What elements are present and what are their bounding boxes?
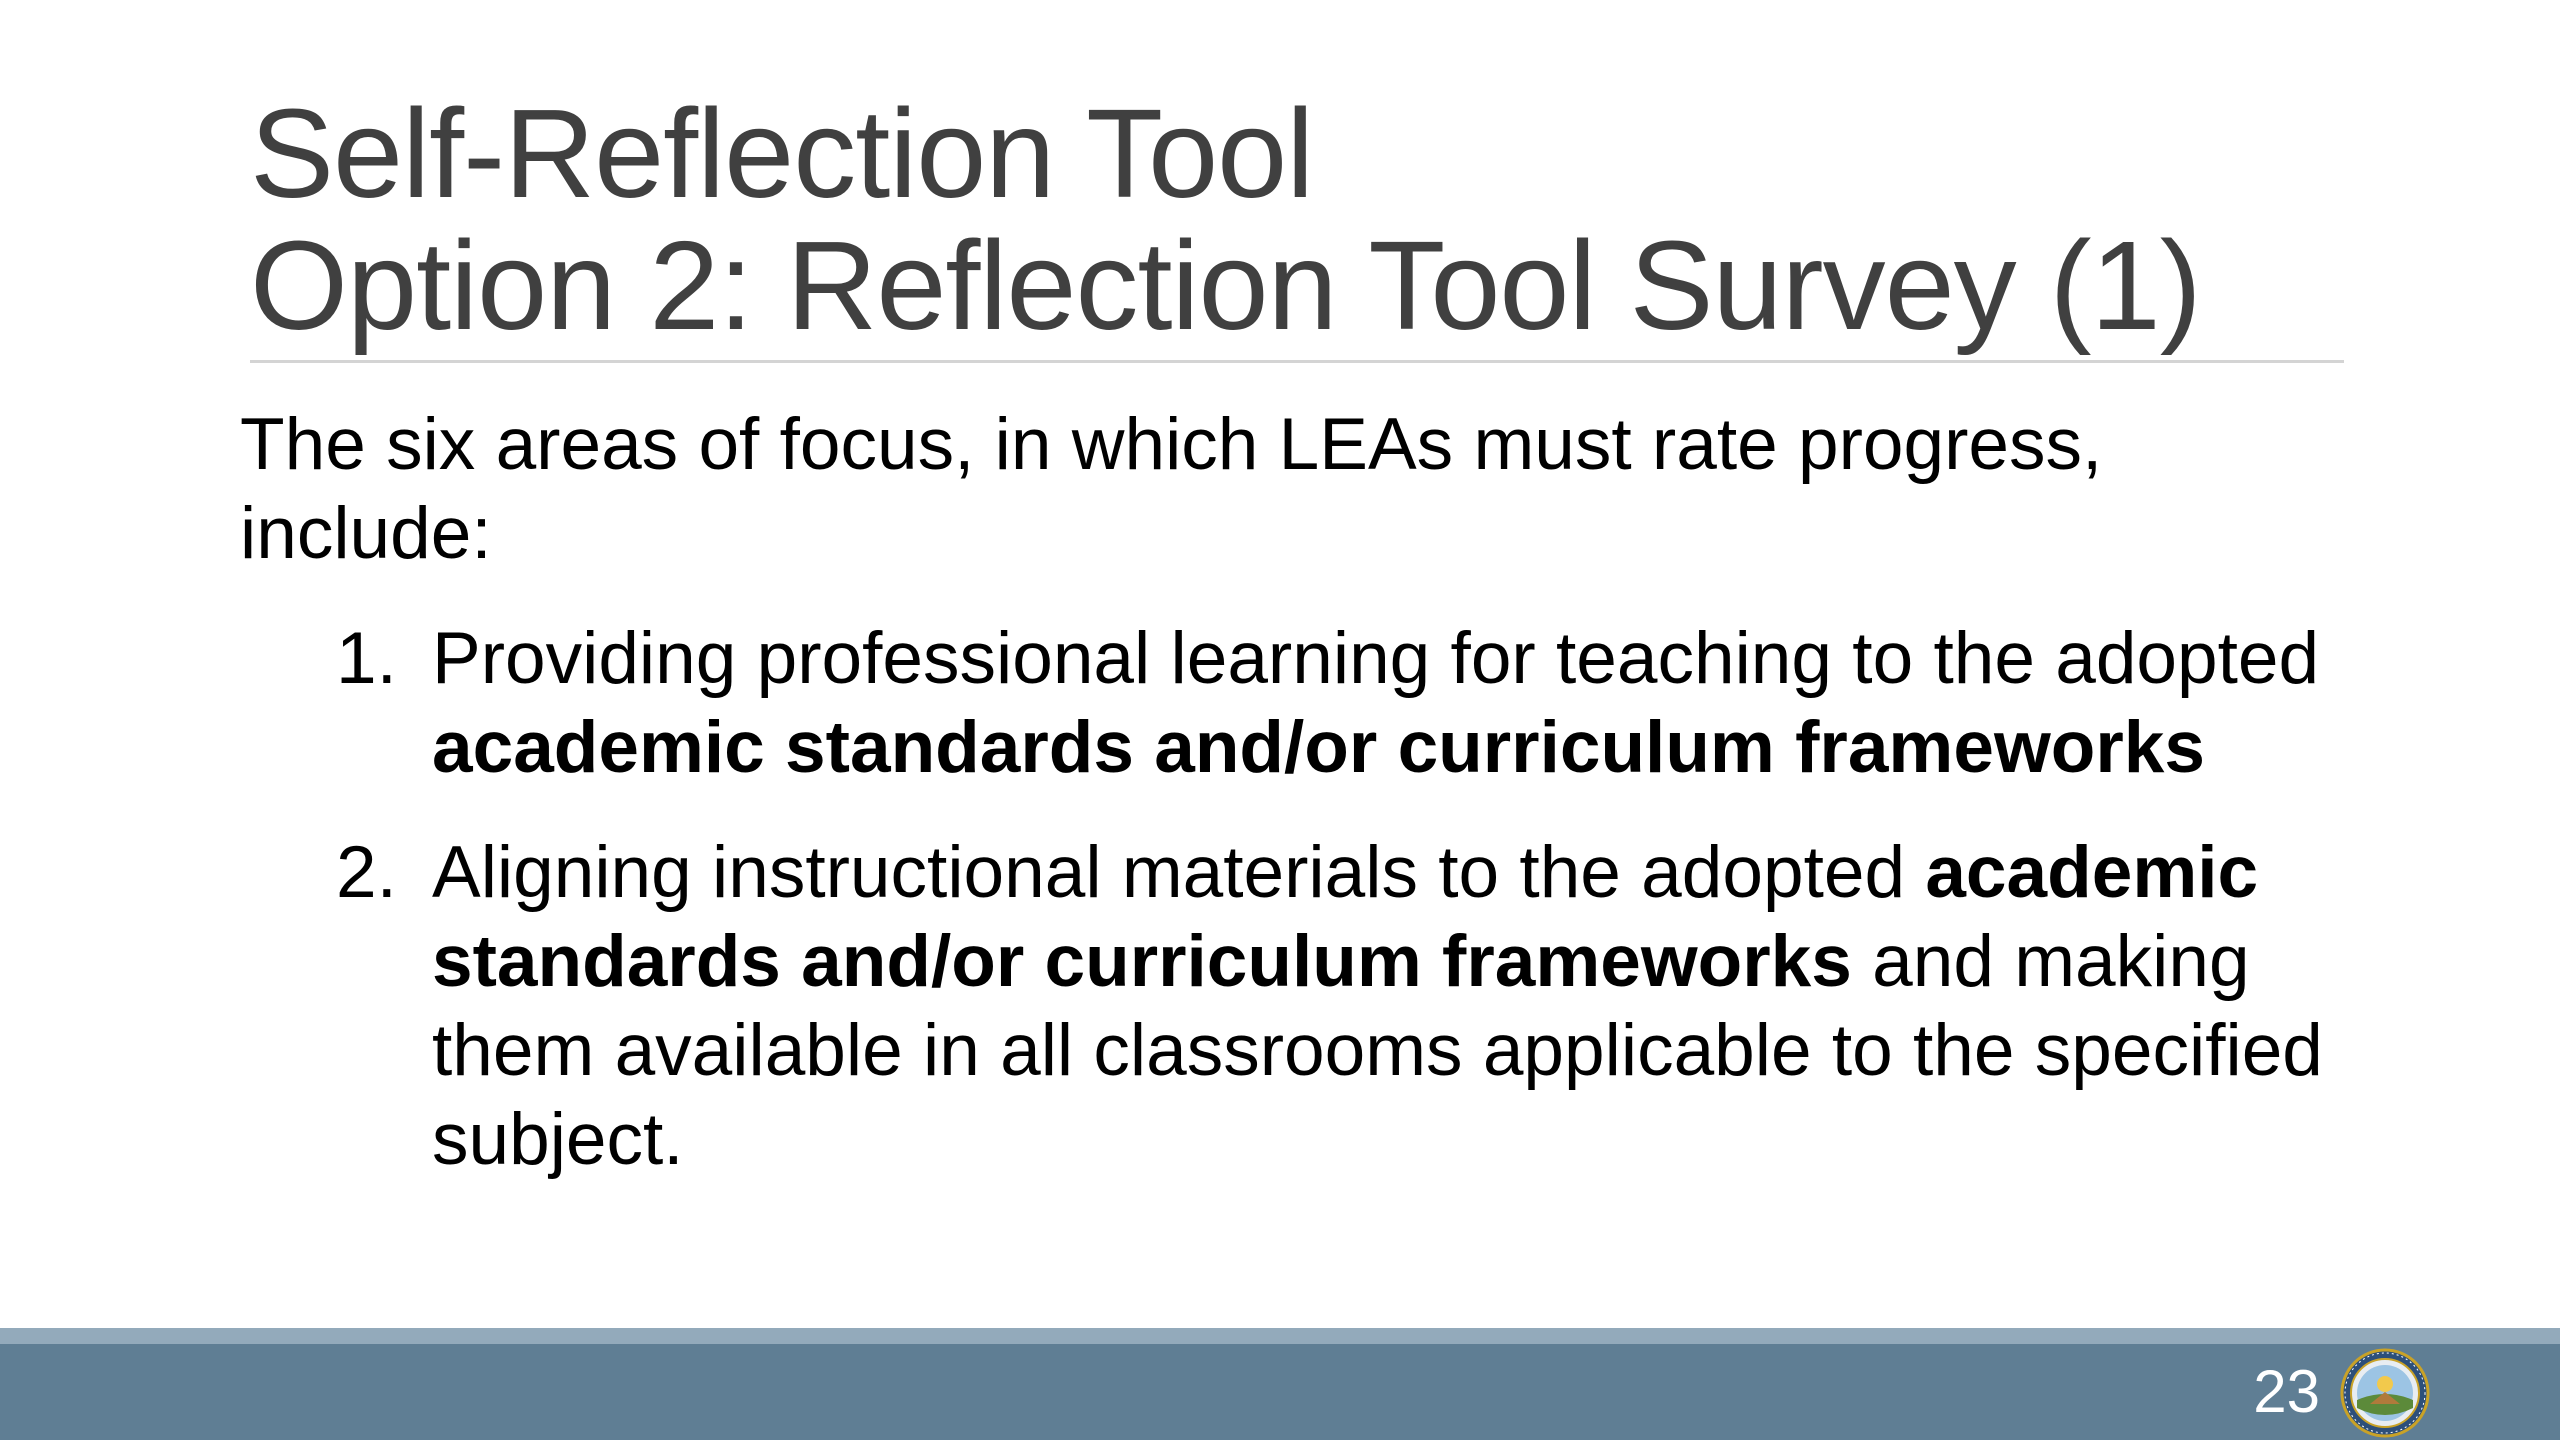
list-item-number: 1. [336, 618, 397, 699]
page-number: 23 [2253, 1358, 2320, 1425]
list-item [240, 828, 2360, 1184]
focus-areas-list [240, 614, 2360, 1184]
title-line-1: Self-Reflection Tool [250, 83, 1314, 224]
list-item-text [432, 832, 2323, 1180]
list-item [240, 614, 2360, 792]
list-item-text [432, 618, 2319, 788]
state-seal-icon [2340, 1348, 2430, 1438]
title-line-2: Option 2: Reflection Tool Survey (1) [250, 215, 2201, 356]
list-item-text-regular: Providing professional learning for teaching to the adopted [432, 618, 2320, 699]
list-item-text-bold: academic standards and/or curriculum frameworks [432, 707, 2205, 788]
list-item-text-bold: academic standards and/or curriculum frameworks [432, 832, 2259, 1002]
list-item-text-trailing: and making them available in all classrooms applicable to the specified subject. [432, 921, 2323, 1180]
slide-footer [0, 1328, 2560, 1440]
intro-text: The six areas of focus, in which LEAs must rate progress, include: [240, 404, 2103, 574]
list-item-text-regular: Aligning instructional materials to the adopted [432, 832, 1926, 913]
list-item-number: 2. [336, 832, 397, 913]
title-divider [250, 360, 2344, 363]
slide-body [240, 400, 2360, 1220]
slide-title [250, 83, 2350, 356]
footer-top-stripe [0, 1328, 2560, 1344]
